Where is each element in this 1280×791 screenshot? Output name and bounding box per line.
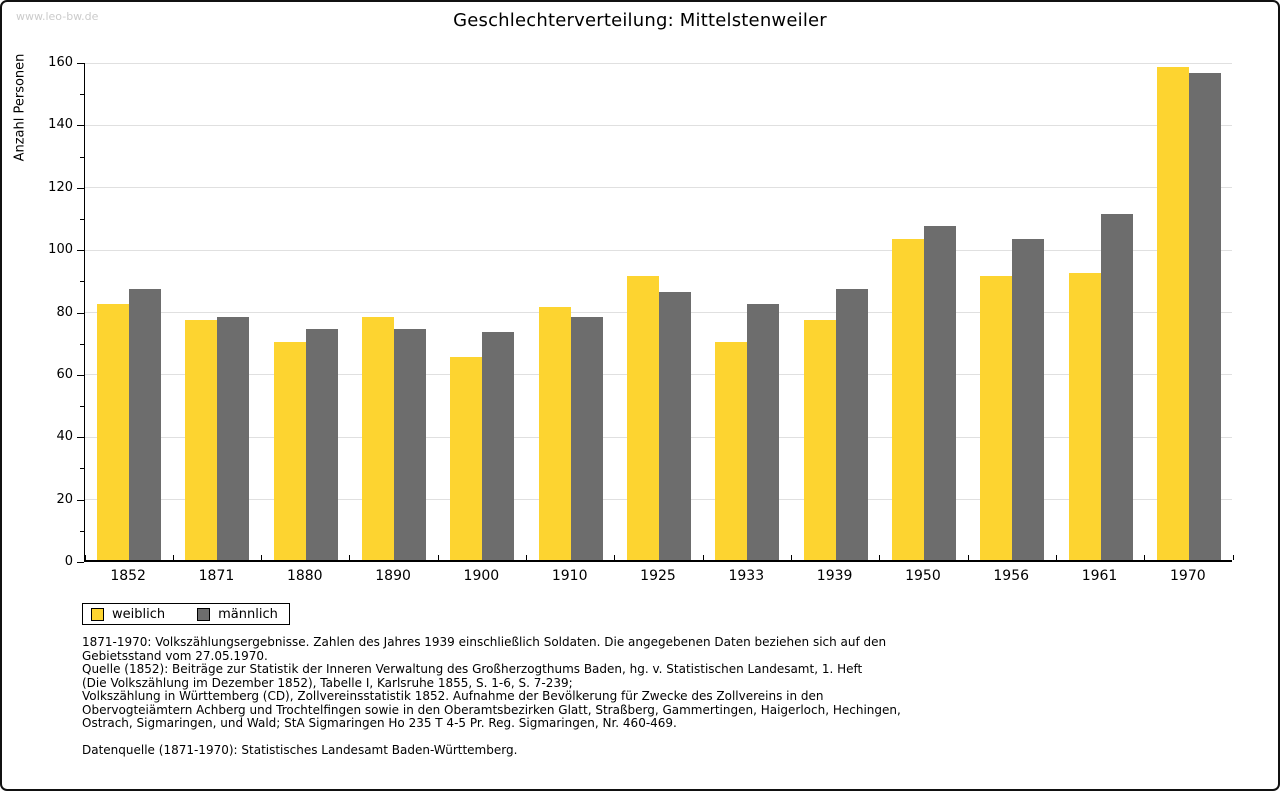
bar-weiblich-1925 — [627, 276, 659, 560]
bar-männlich-1871 — [217, 317, 249, 560]
bar-weiblich-1961 — [1069, 273, 1101, 560]
source-note-line: Gebietsstand vom 27.05.1970. — [82, 648, 268, 663]
y-minor-tick-30 — [80, 468, 84, 469]
y-tick-label-120: 120 — [48, 179, 73, 195]
y-minor-tick-130 — [80, 157, 84, 158]
bar-männlich-1910 — [571, 317, 603, 560]
bar-weiblich-1880 — [274, 342, 306, 560]
bar-weiblich-1910 — [539, 307, 571, 560]
bar-weiblich-1871 — [185, 320, 217, 560]
x-tick-label-1871: 1871 — [198, 568, 235, 584]
y-major-tick-20 — [77, 500, 84, 501]
y-tick-label-0: 0 — [64, 554, 73, 569]
source-note-line: Ostrach, Sigmaringen, und Wald; StA Sigmaringen Ho 235 T 4-5 Pr. Reg. Sigmaringen, Nr. 460-469. — [82, 716, 677, 730]
source-note-line: Volkszählung in Württemberg (CD), Zollvereinsstatistik 1852. Aufnahme der Bevölkerung für Zwecke des Zollvereins in den — [82, 689, 824, 703]
source-note-line: Datenquelle (1871-1970): Statistisches Landesamt Baden-Württemberg. — [82, 743, 518, 757]
bar-weiblich-1950 — [892, 239, 924, 560]
site-watermark: www.leo-bw.de — [16, 10, 99, 23]
y-major-tick-160 — [77, 63, 84, 64]
source-notes — [82, 636, 901, 758]
x-tick-label-1910: 1910 — [551, 568, 588, 584]
y-minor-tick-110 — [80, 219, 84, 220]
gridline-100 — [85, 250, 1232, 251]
x-tick-label-1900: 1900 — [463, 568, 500, 584]
plot-area — [84, 63, 1232, 562]
x-boundary-tick-11 — [1056, 555, 1057, 560]
y-tick-label-140: 140 — [48, 117, 73, 133]
source-note-line: Quelle (1852): Beiträge zur Statistik der Inneren Verwaltung des Großherzogthums Baden, hg. v. Statistischen Landesamt, 1. Heft — [82, 662, 863, 676]
y-axis-title: Anzahl Personen — [12, 53, 28, 162]
bar-weiblich-1933 — [715, 342, 747, 560]
x-boundary-tick-8 — [791, 555, 792, 560]
y-minor-tick-90 — [80, 281, 84, 282]
y-major-tick-80 — [77, 313, 84, 314]
bar-männlich-1925 — [659, 292, 691, 560]
x-boundary-tick-12 — [1144, 555, 1145, 560]
bar-männlich-1956 — [1012, 239, 1044, 560]
bar-weiblich-1852 — [97, 304, 129, 560]
legend-swatch-maennlich — [197, 608, 210, 621]
x-tick-label-1880: 1880 — [286, 568, 323, 584]
bar-weiblich-1900 — [450, 357, 482, 560]
x-tick-label-1956: 1956 — [993, 568, 1030, 584]
bar-männlich-1939 — [836, 289, 868, 560]
x-tick-label-1852: 1852 — [110, 568, 146, 584]
x-tick-label-1890: 1890 — [375, 568, 411, 584]
bar-männlich-1890 — [394, 329, 426, 560]
source-note-line — [82, 731, 901, 745]
x-tick-label-1970: 1970 — [1170, 568, 1206, 584]
source-note-line: Obervogteiämtern Achberg und Trochtelfingen sowie in den Oberamtsbezirken Glatt, Straßberg, Gammertingen, Haigerloch, Hechingen, — [82, 702, 901, 717]
bar-männlich-1852 — [129, 289, 161, 560]
x-boundary-tick-1 — [173, 555, 174, 560]
bar-weiblich-1939 — [804, 320, 836, 560]
bar-weiblich-1970 — [1157, 67, 1189, 560]
y-major-tick-120 — [77, 188, 84, 189]
y-tick-label-60: 60 — [56, 366, 73, 382]
bar-weiblich-1956 — [980, 276, 1012, 560]
source-note-line: (Die Volkszählung im Dezember 1852), Tabelle I, Karlsruhe 1855, S. 1-6, S. 7-239; — [82, 675, 573, 690]
x-boundary-tick-5 — [526, 555, 527, 560]
chart-title: Geschlechterverteilung: Mittelstenweiler — [453, 10, 827, 31]
bar-männlich-1900 — [482, 332, 514, 560]
bar-männlich-1933 — [747, 304, 779, 560]
x-tick-label-1939: 1939 — [816, 568, 853, 584]
y-major-tick-100 — [77, 250, 84, 251]
x-tick-label-1933: 1933 — [728, 568, 765, 584]
x-tick-label-1925: 1925 — [640, 568, 676, 584]
bar-weiblich-1890 — [362, 317, 394, 560]
y-minor-tick-150 — [80, 94, 84, 95]
y-tick-label-40: 40 — [56, 429, 73, 445]
bar-männlich-1950 — [924, 226, 956, 560]
bar-männlich-1970 — [1189, 73, 1221, 560]
gridline-120 — [85, 187, 1232, 188]
legend-label-maennlich: männlich — [218, 606, 278, 622]
y-major-tick-0 — [77, 562, 84, 563]
source-note-line: 1871-1970: Volkszählungsergebnisse. Zahlen des Jahres 1939 einschließlich Soldaten. Die angegebenen Daten beziehen sich auf den — [82, 635, 887, 649]
legend-label-weiblich: weiblich — [112, 606, 166, 622]
x-boundary-tick-3 — [349, 555, 350, 560]
y-tick-label-100: 100 — [48, 242, 73, 258]
x-boundary-tick-4 — [438, 555, 439, 560]
bar-männlich-1961 — [1101, 214, 1133, 560]
x-boundary-tick-7 — [703, 555, 704, 560]
y-tick-label-160: 160 — [48, 55, 73, 70]
y-minor-tick-10 — [80, 531, 84, 532]
x-tick-label-1961: 1961 — [1081, 568, 1118, 584]
y-major-tick-140 — [77, 125, 84, 126]
x-boundary-tick-2 — [261, 555, 262, 560]
gridline-140 — [85, 125, 1232, 126]
legend-swatch-weiblich — [91, 608, 104, 621]
y-major-tick-40 — [77, 437, 84, 438]
x-tick-label-1950: 1950 — [905, 568, 941, 584]
gridline-160 — [85, 63, 1232, 64]
y-minor-tick-70 — [80, 344, 84, 345]
x-boundary-tick-10 — [968, 555, 969, 560]
x-boundary-tick-13 — [1233, 555, 1234, 560]
x-boundary-tick-6 — [614, 555, 615, 560]
legend — [82, 603, 290, 625]
bar-männlich-1880 — [306, 329, 338, 560]
x-boundary-tick-0 — [85, 555, 86, 560]
y-major-tick-60 — [77, 375, 84, 376]
x-boundary-tick-9 — [879, 555, 880, 560]
y-tick-label-80: 80 — [56, 304, 73, 320]
y-tick-label-20: 20 — [56, 491, 73, 507]
y-minor-tick-50 — [80, 406, 84, 407]
